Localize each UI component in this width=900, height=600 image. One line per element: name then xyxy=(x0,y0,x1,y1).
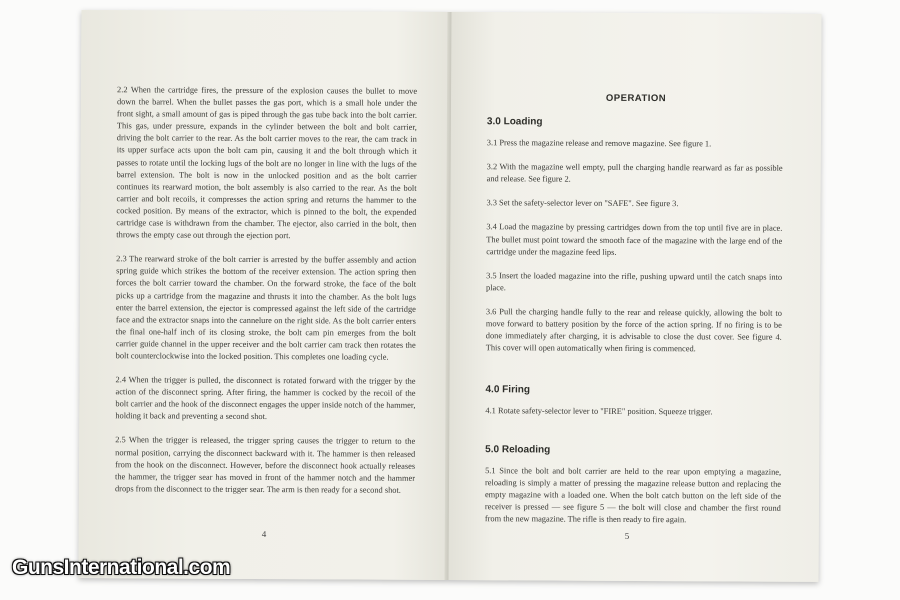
right-page-text xyxy=(485,102,783,539)
paragraph-4-1: 4.1 Rotate safety-selector lever to "FIRE" position. Squeeze trigger. xyxy=(485,406,713,417)
paragraph-3-2: 3.2 With the magazine well empty, pull the charging handle rearward as far as possible and release. See figure 2. xyxy=(486,162,783,184)
paragraph-3-4: 3.4 Load the magazine by pressing cartridges down from the top until five are in place. The bullet must point toward the smooth face of the magazine with the large end of the cartridge under the magazine feed lips. xyxy=(486,222,783,257)
left-page-text xyxy=(115,84,417,508)
operation-title: OPERATION xyxy=(605,92,667,105)
paragraph-3-1: 3.1 Press the magazine release and remove magazine. See figure 1. xyxy=(486,138,712,149)
open-booklet xyxy=(79,10,822,582)
paragraph-2-5: 2.5 When the trigger is released, the trigger spring causes the trigger to return to the normal position, carrying the disconnect backward with it. The hammer is then released from the hook on the disconnect. However, before the disconnect hook actually releases the hammer, the trigger sear has moved in front of the hammer notch and the hammer drops from the disconnect to the trigger sear. The arm is then ready for a second shot. xyxy=(114,435,416,495)
paragraph-2-3: 2.3 The rearward stroke of the bolt carrier is arrested by the buffer assembly and action spring guide which strikes the bottom of the receiver extension. The action spring then forces the bolt carrier toward the chamber. On the forward stroke, the face of the bolt picks up a cartridge from the magazine and thrusts it into the chamber. As the bolt lugs enter the barrel extension, the ejector is compressed against the left side of the cartridge face and the extractor snaps into the cannelure on the right side. As the bolt carrier enters the final one-half inch of its closing stroke, the bolt cam pin emerges from the bolt carrier guide channel in the upper receiver and the bolt carrier cam track then rotates the bolt counterclockwise into the locked position. This completes one loading cycle. xyxy=(115,254,417,362)
paragraph-3-3: 3.3 Set the safety-selector lever on "SAFE". See figure 3. xyxy=(486,198,679,209)
left-page xyxy=(79,10,452,580)
page-number-left: 4 xyxy=(261,529,267,540)
heading-loading: 3.0 Loading xyxy=(486,116,543,128)
page-number-right: 5 xyxy=(624,530,630,541)
site-watermark: GunsInternational.com xyxy=(12,556,231,579)
paragraph-2-4: 2.4 When the trigger is pulled, the disconnect is rotated forward with the trigger by the action of the disconnect spring. After firing, the hammer is cocked by the recoil of the bolt carrier and the hook of the disconnect engages the upper inside notch of the hammer, holding it back and preventing a second shot. xyxy=(115,375,416,422)
right-page xyxy=(449,12,822,582)
paragraph-2-2: 2.2 When the cartridge fires, the pressure of the explosion causes the bullet to move down the barrel. When the bullet passes the gas port, which is a small hole under the front sight, a small amount of gas is piped through the gas tube back into the bolt carrier. This gas, under pressure, expands in the cylinder between the bolt and bolt carrier, driving the bolt carrier to the rear. As the bolt carrier moves to the rear, the cam track in its upper surface acts upon the bolt cam pin, causing it and the bolt through which it passes to rotate until the locking lugs of the bolt are no longer in line with the lugs of the barrel extension. The bolt is now in the unlocked position and as the bolt carrier continues its rearward motion, the bolt assembly is also carried to the rear. As the bolt carrier and bolt recoils, it compresses the action spring and returns the hammer to the cocked position. By means of the extractor, which is pinned to the bolt, the expended cartridge case is withdrawn from the chamber. The ejector, also carried in the bolt, then throws the empty case out through the ejection port. xyxy=(116,85,418,241)
paragraph-5-1: 5.1 Since the bolt and bolt carrier are held to the rear upon emptying a magazine, reloading is simply a matter of pressing the magazine release button and replacing the empty magazine with a loaded one. When the bolt catch button on the left side of the receiver is pressed — see figure 5 — the bolt will close and chamber the first round from the new magazine. The rifle is then ready to fire again. xyxy=(484,465,782,525)
heading-reloading: 5.0 Reloading xyxy=(485,443,551,456)
paragraph-3-5: 3.5 Insert the loaded magazine into the rifle, pushing upward until the catch snaps into place. xyxy=(486,270,783,293)
heading-firing: 4.0 Firing xyxy=(485,384,530,396)
paragraph-3-6: 3.6 Pull the charging handle fully to the rear and release quickly, allowing the bolt to move forward to battery position by the force of the action spring. If no firing is to be done immediately after charging, it is advisable to close the dust cover. See figure 4. This cover will open automatically when firing is commenced. xyxy=(485,307,782,354)
